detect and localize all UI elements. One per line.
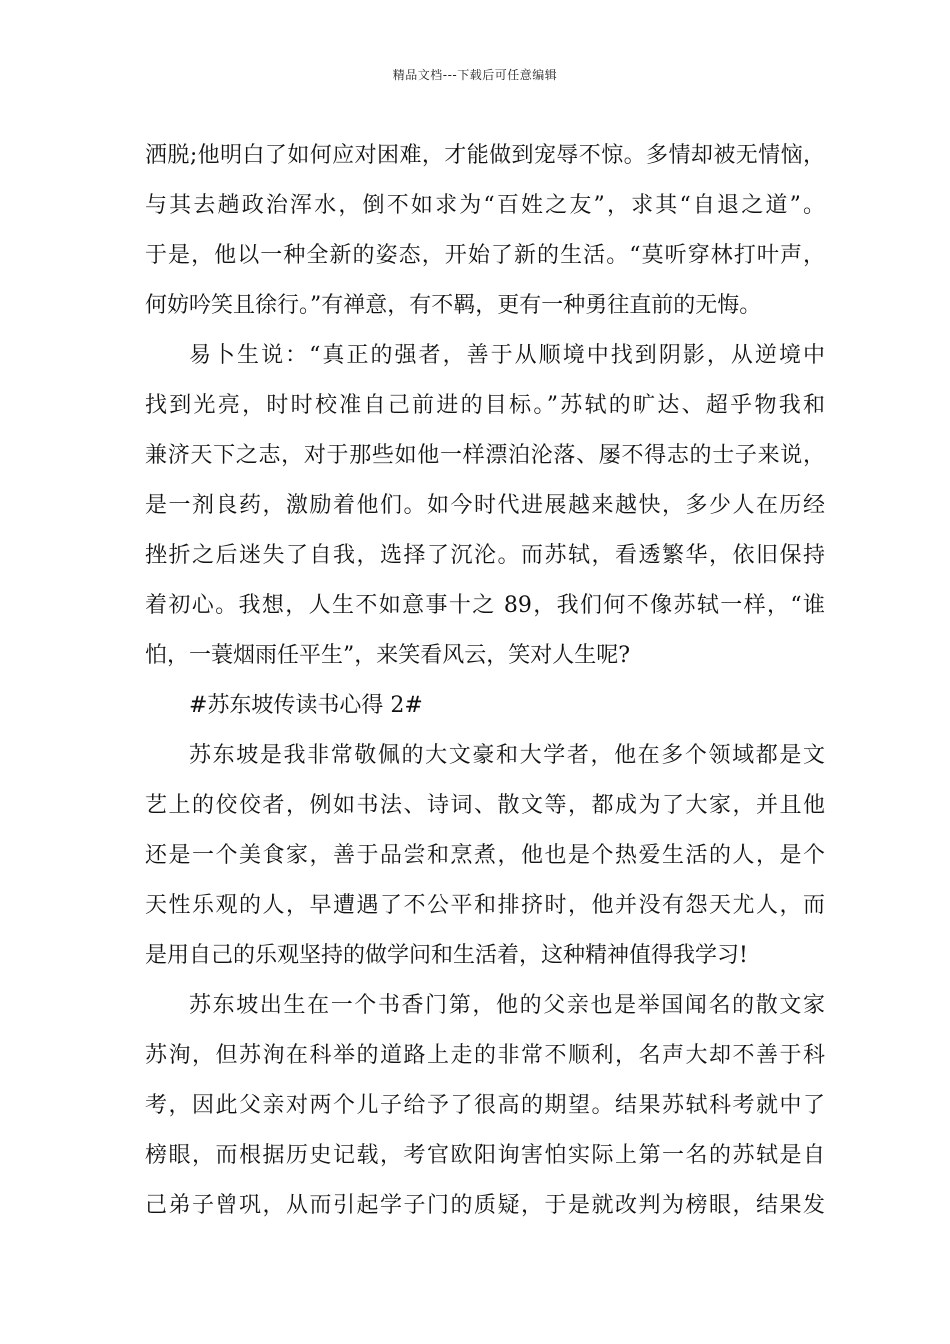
text-line: 找到光亮，时时校准自己前进的目标。”苏轼的旷达、超乎物我和: [145, 393, 825, 418]
text-line: 考，因此父亲对两个儿子给予了很高的期望。结果苏轼科考就中了: [145, 1093, 825, 1118]
text-line: 苏东坡是我非常敬佩的大文豪和大学者，他在多个领域都是文: [189, 743, 825, 768]
text-line: 于是，他以一种全新的姿态，开始了新的生活。“莫听穿林打叶声，: [145, 243, 825, 268]
text-line: 与其去趟政治浑水，倒不如求为“百姓之友”，求其“自退之道”。: [145, 193, 825, 218]
text-line: 何妨吟笑且徐行。”有禅意，有不羁，更有一种勇往直前的无悔。: [145, 293, 762, 318]
page-header: 精品文档---下载后可任意编辑: [392, 68, 558, 82]
text-line: 是用自己的乐观坚持的做学问和生活着，这种精神值得我学习!: [145, 943, 748, 968]
text-line: 还是一个美食家，善于品尝和烹煮，他也是个热爱生活的人，是个: [145, 843, 825, 868]
paragraph: [145, 331, 825, 681]
section-heading: [145, 681, 825, 731]
heading-line: #苏东坡传读书心得 2#: [189, 693, 423, 718]
text-line: 兼济天下之志，对于那些如他一样漂泊沦落、屡不得志的士子来说，: [145, 443, 825, 468]
text-line: 艺上的佼佼者，例如书法、诗词、散文等，都成为了大家，并且他: [145, 793, 825, 818]
text-line: 是一剂良药，激励着他们。如今时代进展越来越快，多少人在历经: [145, 493, 825, 518]
text-line: 己弟子曾巩，从而引起学子门的质疑，于是就改判为榜眼，结果发: [145, 1193, 825, 1218]
document-body: [145, 131, 825, 1231]
text-line: 天性乐观的人，早遭遇了不公平和排挤时，他并没有怨天尤人，而: [145, 893, 825, 918]
paragraph: [145, 131, 825, 331]
text-line: 洒脱;他明白了如何应对困难，才能做到宠辱不惊。多情却被无情恼，: [145, 143, 825, 168]
text-line: 榜眼，而根据历史记载，考官欧阳询害怕实际上第一名的苏轼是自: [145, 1143, 825, 1168]
text-line: 苏东坡出生在一个书香门第，他的父亲也是举国闻名的散文家: [189, 993, 825, 1018]
text-line: 苏洵，但苏洵在科举的道路上走的非常不顺利，名声大却不善于科: [145, 1043, 825, 1068]
text-line: 易卜生说：“真正的强者，善于从顺境中找到阴影，从逆境中: [189, 343, 825, 368]
text-line: 着初心。我想，人生不如意事十之 89，我们何不像苏轼一样，“谁: [145, 593, 825, 618]
text-line: 怕，一蓑烟雨任平生”，来笑看风云，笑对人生呢?: [145, 643, 631, 668]
paragraph: [145, 981, 825, 1231]
paragraph: [145, 731, 825, 981]
text-line: 挫折之后迷失了自我，选择了沉沦。而苏轼，看透繁华，依旧保持: [145, 543, 825, 568]
